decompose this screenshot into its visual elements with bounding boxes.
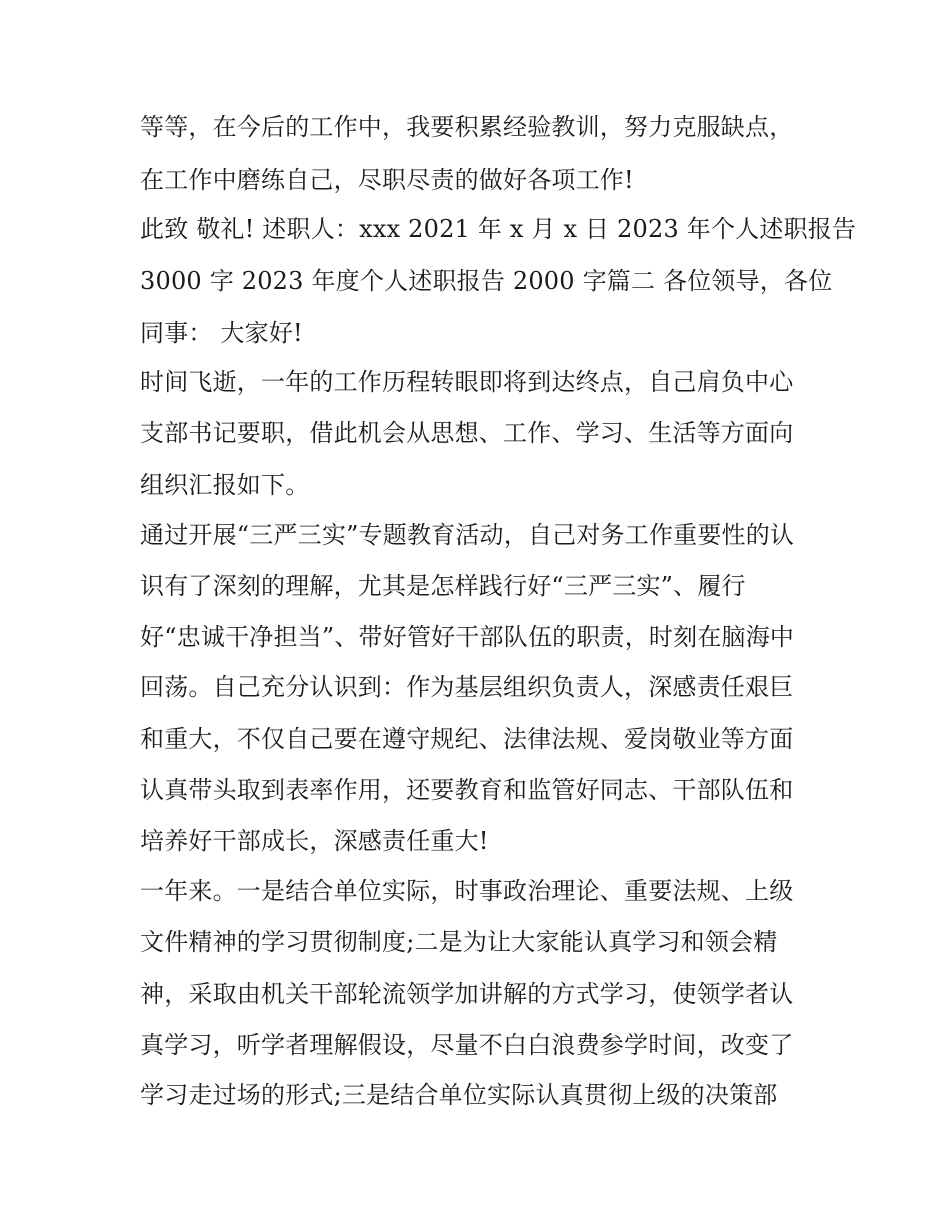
text-line: 好“忠诚干净担当”、带好管好干部队伍的职责，时刻在脑海中 (140, 623, 795, 651)
text-line: 在工作中磨练自己，尽职尽责的做好各项工作! (140, 166, 634, 194)
text-line: 同事： 大家好! (140, 319, 303, 347)
text-line: 回荡。自己充分认识到：作为基层组织负责人，深感责任艰巨 (140, 673, 794, 701)
text-line: 此致 敬礼! 述职人：xxx 2021 年 x 月 x 日 2023 年个人述职报告 (140, 215, 857, 243)
text-line: 神，采取由机关干部轮流领学加讲解的方式学习，使领学者认 (140, 980, 794, 1008)
text-line: 和重大，不仅自己要在遵守规纪、法律法规、爱岗敬业等方面 (140, 725, 794, 753)
text-line: 学习走过场的形式;三是结合单位实际认真贯彻上级的决策部 (140, 1081, 778, 1109)
text-line: 等等，在今后的工作中，我要积累经验教训，努力克服缺点， (140, 113, 794, 141)
text-line: 文件精神的学习贯彻制度;二是为让大家能认真学习和领会精 (140, 928, 778, 956)
text-line: 认真带头取到表率作用，还要教育和监管好同志、干部队伍和 (140, 776, 794, 804)
text-line: 一年来。一是结合单位实际，时事政治理论、重要法规、上级 (140, 877, 794, 905)
text-line: 识有了深刻的理解，尤其是怎样践行好“三严三实”、履行 (140, 572, 746, 600)
text-line: 通过开展“三严三实”专题教育活动，自己对务工作重要性的认 (140, 521, 795, 549)
text-line: 时间飞逝，一年的工作历程转眼即将到达终点，自己肩负中心 (140, 368, 794, 396)
text-line: 培养好干部成长，深感责任重大! (140, 827, 489, 855)
text-line: 3000 字 2023 年度个人述职报告 2000 字篇二 各位领导，各位 (140, 267, 833, 295)
text-line: 真学习，听学者理解假设，尽量不白白浪费参学时间，改变了 (140, 1031, 794, 1059)
text-line: 组织汇报如下。 (140, 471, 310, 499)
text-line: 支部书记要职，借此机会从思想、工作、学习、生活等方面向 (140, 419, 794, 447)
